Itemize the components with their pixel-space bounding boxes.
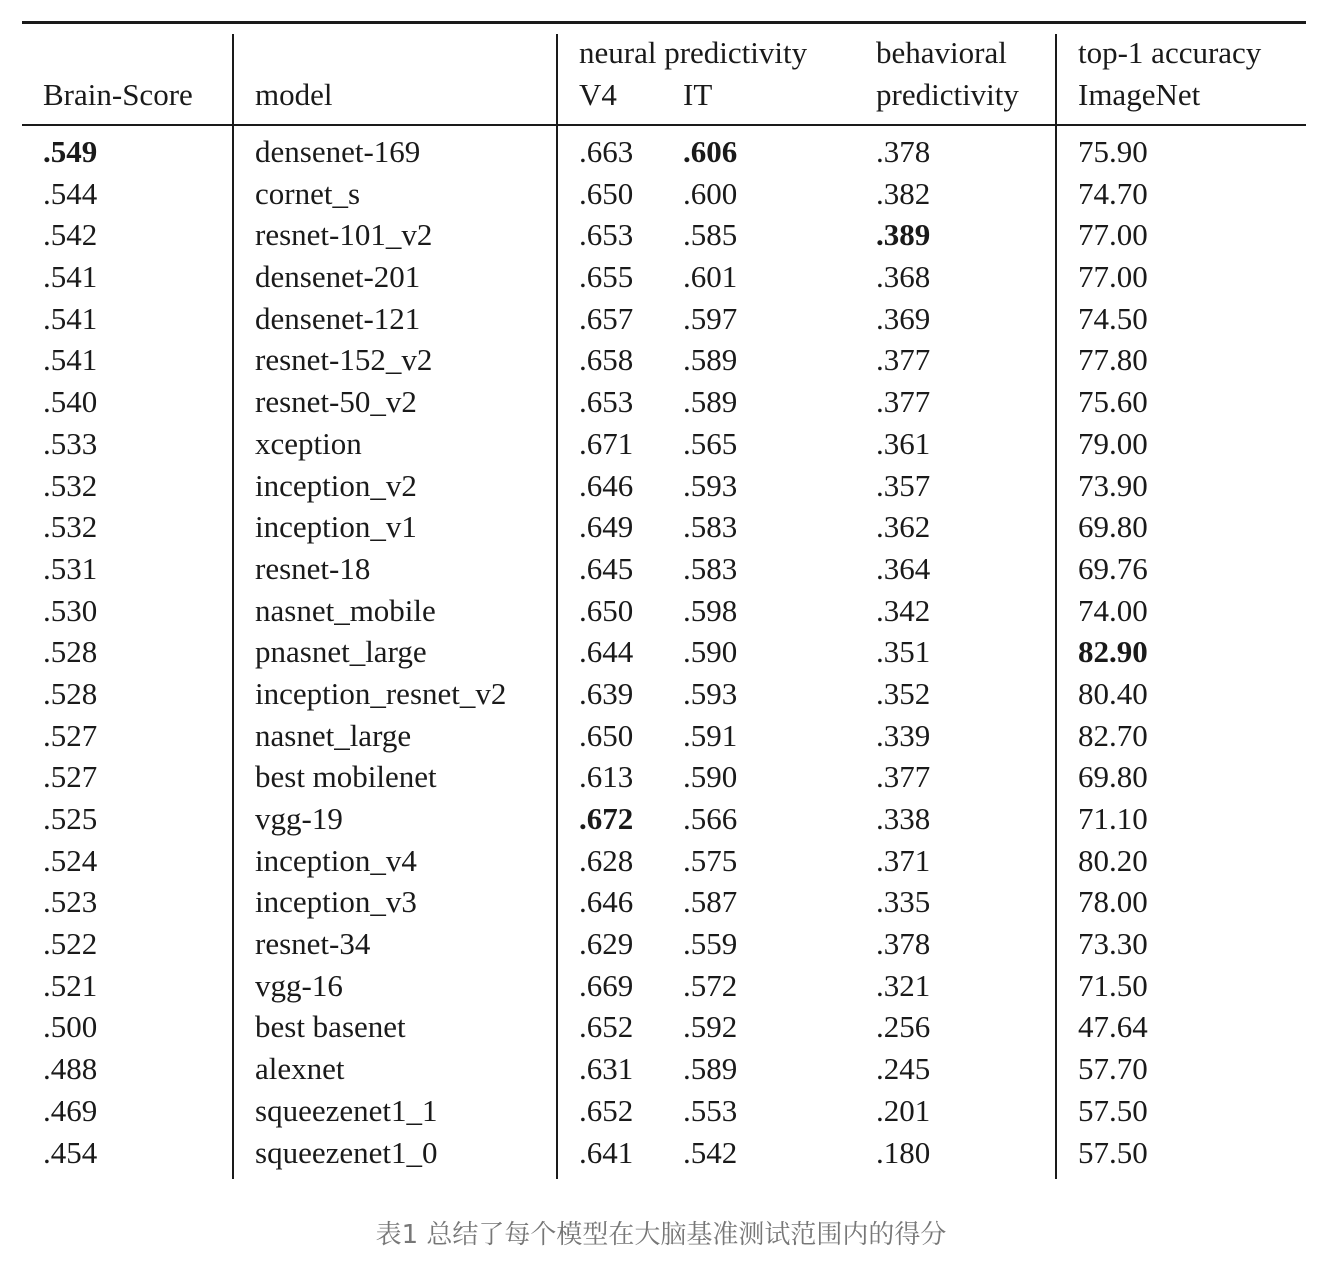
table-body (0, 134, 1322, 1176)
table-row (0, 843, 1322, 885)
table-row (0, 593, 1322, 635)
cell-it: .598 (683, 592, 738, 628)
cell-model: densenet-169 (255, 134, 421, 169)
cell-score: .540 (43, 384, 98, 420)
cell-model: best basenet (255, 1009, 406, 1045)
cell-it: .593 (683, 675, 738, 711)
cell-v4: .629 (579, 926, 634, 962)
cell-top1: 57.70 (1078, 1051, 1148, 1087)
cell-beh: .368 (876, 259, 931, 295)
cell-v4: .672 (579, 801, 634, 836)
table-row (0, 1093, 1322, 1135)
cell-beh: .378 (876, 134, 931, 169)
table-row (0, 301, 1322, 343)
cell-top1: 82.70 (1078, 717, 1148, 753)
cell-beh: .321 (876, 967, 931, 1003)
cell-model: inception_v2 (255, 467, 417, 503)
cell-it: .606 (683, 134, 738, 169)
cell-it: .553 (683, 1092, 738, 1128)
cell-v4: .650 (579, 175, 634, 211)
table-row (0, 509, 1322, 551)
cell-top1: 74.00 (1078, 592, 1148, 628)
cell-model: best mobilenet (255, 759, 437, 795)
cell-it: .589 (683, 384, 738, 420)
cell-v4: .650 (579, 592, 634, 628)
cell-score: .500 (43, 1009, 98, 1045)
cell-v4: .639 (579, 675, 634, 711)
cell-it: .589 (683, 342, 738, 378)
cell-it: .572 (683, 967, 738, 1003)
cell-it: .575 (683, 842, 738, 878)
cell-top1: 71.50 (1078, 967, 1148, 1003)
cell-score: .525 (43, 801, 98, 836)
table-row (0, 426, 1322, 468)
cell-v4: .649 (579, 509, 634, 545)
cell-score: .532 (43, 509, 98, 545)
cell-it: .591 (683, 717, 738, 753)
cell-beh: .364 (876, 550, 931, 586)
cell-score: .524 (43, 842, 98, 878)
cell-top1: 75.60 (1078, 384, 1148, 420)
cell-top1: 75.90 (1078, 134, 1148, 169)
cell-top1: 79.00 (1078, 425, 1148, 461)
cell-beh: .352 (876, 675, 931, 711)
table-row (0, 926, 1322, 968)
cell-v4: .669 (579, 967, 634, 1003)
table-row (0, 1135, 1322, 1177)
cell-score: .469 (43, 1092, 98, 1128)
cell-top1: 78.00 (1078, 884, 1148, 920)
cell-beh: .339 (876, 717, 931, 753)
cell-top1: 69.76 (1078, 550, 1148, 586)
cell-it: .583 (683, 509, 738, 545)
table-row (0, 801, 1322, 843)
cell-top1: 69.80 (1078, 759, 1148, 795)
cell-it: .593 (683, 467, 738, 503)
cell-score: .549 (43, 134, 98, 169)
table-row (0, 676, 1322, 718)
cell-v4: .646 (579, 467, 634, 503)
cell-top1: 71.10 (1078, 801, 1148, 836)
cell-model: inception_v1 (255, 509, 417, 545)
table-row (0, 217, 1322, 259)
cell-score: .522 (43, 926, 98, 962)
cell-v4: .671 (579, 425, 634, 461)
cell-it: .590 (683, 634, 738, 670)
cell-model: squeezenet1_0 (255, 1134, 438, 1170)
cell-beh: .371 (876, 842, 931, 878)
cell-it: .589 (683, 1051, 738, 1087)
table-row (0, 759, 1322, 801)
cell-v4: .628 (579, 842, 634, 878)
cell-model: squeezenet1_1 (255, 1092, 438, 1128)
cell-model: alexnet (255, 1051, 345, 1087)
cell-score: .528 (43, 634, 98, 670)
cell-score: .454 (43, 1134, 98, 1170)
cell-score: .527 (43, 717, 98, 753)
cell-score: .541 (43, 300, 98, 336)
cell-beh: .351 (876, 634, 931, 670)
cell-top1: 77.00 (1078, 217, 1148, 253)
cell-model: resnet-18 (255, 550, 371, 586)
cell-it: .601 (683, 259, 738, 295)
cell-score: .527 (43, 759, 98, 795)
header-neural-predictivity: neural predictivity (579, 35, 808, 70)
cell-top1: 47.64 (1078, 1009, 1148, 1045)
table-row (0, 968, 1322, 1010)
cell-beh: .377 (876, 384, 931, 420)
cell-it: .583 (683, 550, 738, 586)
header-brain-score: Brain-Score (43, 77, 193, 112)
cell-v4: .644 (579, 634, 634, 670)
cell-beh: .369 (876, 300, 931, 336)
cell-model: inception_resnet_v2 (255, 675, 507, 711)
header-model: model (255, 77, 333, 112)
cell-v4: .645 (579, 550, 634, 586)
cell-model: densenet-121 (255, 300, 421, 336)
cell-top1: 73.90 (1078, 467, 1148, 503)
cell-beh: .338 (876, 801, 931, 836)
cell-it: .590 (683, 759, 738, 795)
table-row (0, 551, 1322, 593)
cell-model: inception_v3 (255, 884, 417, 920)
cell-model: cornet_s (255, 175, 361, 211)
cell-beh: .335 (876, 884, 931, 920)
cell-top1: 57.50 (1078, 1134, 1148, 1170)
cell-it: .566 (683, 801, 738, 836)
cell-model: nasnet_large (255, 717, 412, 753)
cell-top1: 74.50 (1078, 300, 1148, 336)
header-predictivity: predictivity (876, 77, 1019, 112)
table-row (0, 384, 1322, 426)
cell-top1: 80.40 (1078, 675, 1148, 711)
header-top1-accuracy: top-1 accuracy (1078, 35, 1262, 70)
header-rule (22, 124, 1306, 126)
table-row (0, 259, 1322, 301)
top-rule (22, 21, 1306, 24)
cell-beh: .180 (876, 1134, 931, 1170)
header-behavioral: behavioral (876, 35, 1007, 70)
header-imagenet: ImageNet (1078, 77, 1201, 112)
cell-v4: .652 (579, 1092, 634, 1128)
cell-v4: .658 (579, 342, 634, 378)
cell-top1: 82.90 (1078, 634, 1148, 670)
cell-top1: 77.00 (1078, 259, 1148, 295)
cell-model: xception (255, 425, 362, 461)
table-row (0, 468, 1322, 510)
cell-v4: .646 (579, 884, 634, 920)
table-row (0, 176, 1322, 218)
cell-top1: 74.70 (1078, 175, 1148, 211)
cell-it: .542 (683, 1134, 738, 1170)
cell-model: resnet-50_v2 (255, 384, 417, 420)
cell-beh: .201 (876, 1092, 931, 1128)
table-row (0, 1009, 1322, 1051)
cell-v4: .653 (579, 217, 634, 253)
cell-v4: .613 (579, 759, 634, 795)
cell-model: densenet-201 (255, 259, 421, 295)
cell-score: .488 (43, 1051, 98, 1087)
cell-it: .600 (683, 175, 738, 211)
cell-v4: .631 (579, 1051, 634, 1087)
cell-beh: .342 (876, 592, 931, 628)
cell-v4: .650 (579, 717, 634, 753)
cell-top1: 73.30 (1078, 926, 1148, 962)
cell-score: .541 (43, 342, 98, 378)
cell-score: .541 (43, 259, 98, 295)
header-v4: V4 (579, 77, 617, 112)
table-caption: 表1 总结了每个模型在大脑基准测试范围内的得分 (375, 1220, 947, 1250)
cell-model: inception_v4 (255, 842, 417, 878)
cell-beh: .361 (876, 425, 931, 461)
cell-score: .530 (43, 592, 98, 628)
cell-v4: .641 (579, 1134, 634, 1170)
cell-model: vgg-19 (255, 801, 343, 836)
table-row (0, 134, 1322, 176)
cell-beh: .245 (876, 1051, 931, 1087)
cell-v4: .663 (579, 134, 634, 169)
cell-it: .597 (683, 300, 738, 336)
cell-it: .559 (683, 926, 738, 962)
table-row (0, 718, 1322, 760)
cell-beh: .382 (876, 175, 931, 211)
cell-it: .565 (683, 425, 738, 461)
cell-it: .592 (683, 1009, 738, 1045)
cell-beh: .378 (876, 926, 931, 962)
cell-v4: .655 (579, 259, 634, 295)
cell-v4: .657 (579, 300, 634, 336)
cell-score: .544 (43, 175, 98, 211)
cell-score: .528 (43, 675, 98, 711)
cell-score: .542 (43, 217, 98, 253)
cell-beh: .362 (876, 509, 931, 545)
cell-model: vgg-16 (255, 967, 343, 1003)
cell-it: .585 (683, 217, 738, 253)
cell-beh: .377 (876, 342, 931, 378)
cell-score: .531 (43, 550, 98, 586)
table-row (0, 634, 1322, 676)
cell-beh: .377 (876, 759, 931, 795)
cell-score: .533 (43, 425, 98, 461)
cell-beh: .256 (876, 1009, 931, 1045)
cell-top1: 80.20 (1078, 842, 1148, 878)
cell-model: resnet-34 (255, 926, 371, 962)
table-row (0, 342, 1322, 384)
table-row (0, 1051, 1322, 1093)
table-row (0, 884, 1322, 926)
cell-top1: 69.80 (1078, 509, 1148, 545)
cell-model: nasnet_mobile (255, 592, 436, 628)
cell-model: resnet-101_v2 (255, 217, 433, 253)
cell-model: pnasnet_large (255, 634, 427, 670)
cell-model: resnet-152_v2 (255, 342, 433, 378)
cell-top1: 77.80 (1078, 342, 1148, 378)
cell-it: .587 (683, 884, 738, 920)
cell-beh: .357 (876, 467, 931, 503)
header-it: IT (683, 77, 713, 112)
cell-top1: 57.50 (1078, 1092, 1148, 1128)
cell-score: .521 (43, 967, 98, 1003)
cell-score: .523 (43, 884, 98, 920)
cell-score: .532 (43, 467, 98, 503)
cell-beh: .389 (876, 217, 931, 253)
cell-v4: .652 (579, 1009, 634, 1045)
cell-v4: .653 (579, 384, 634, 420)
